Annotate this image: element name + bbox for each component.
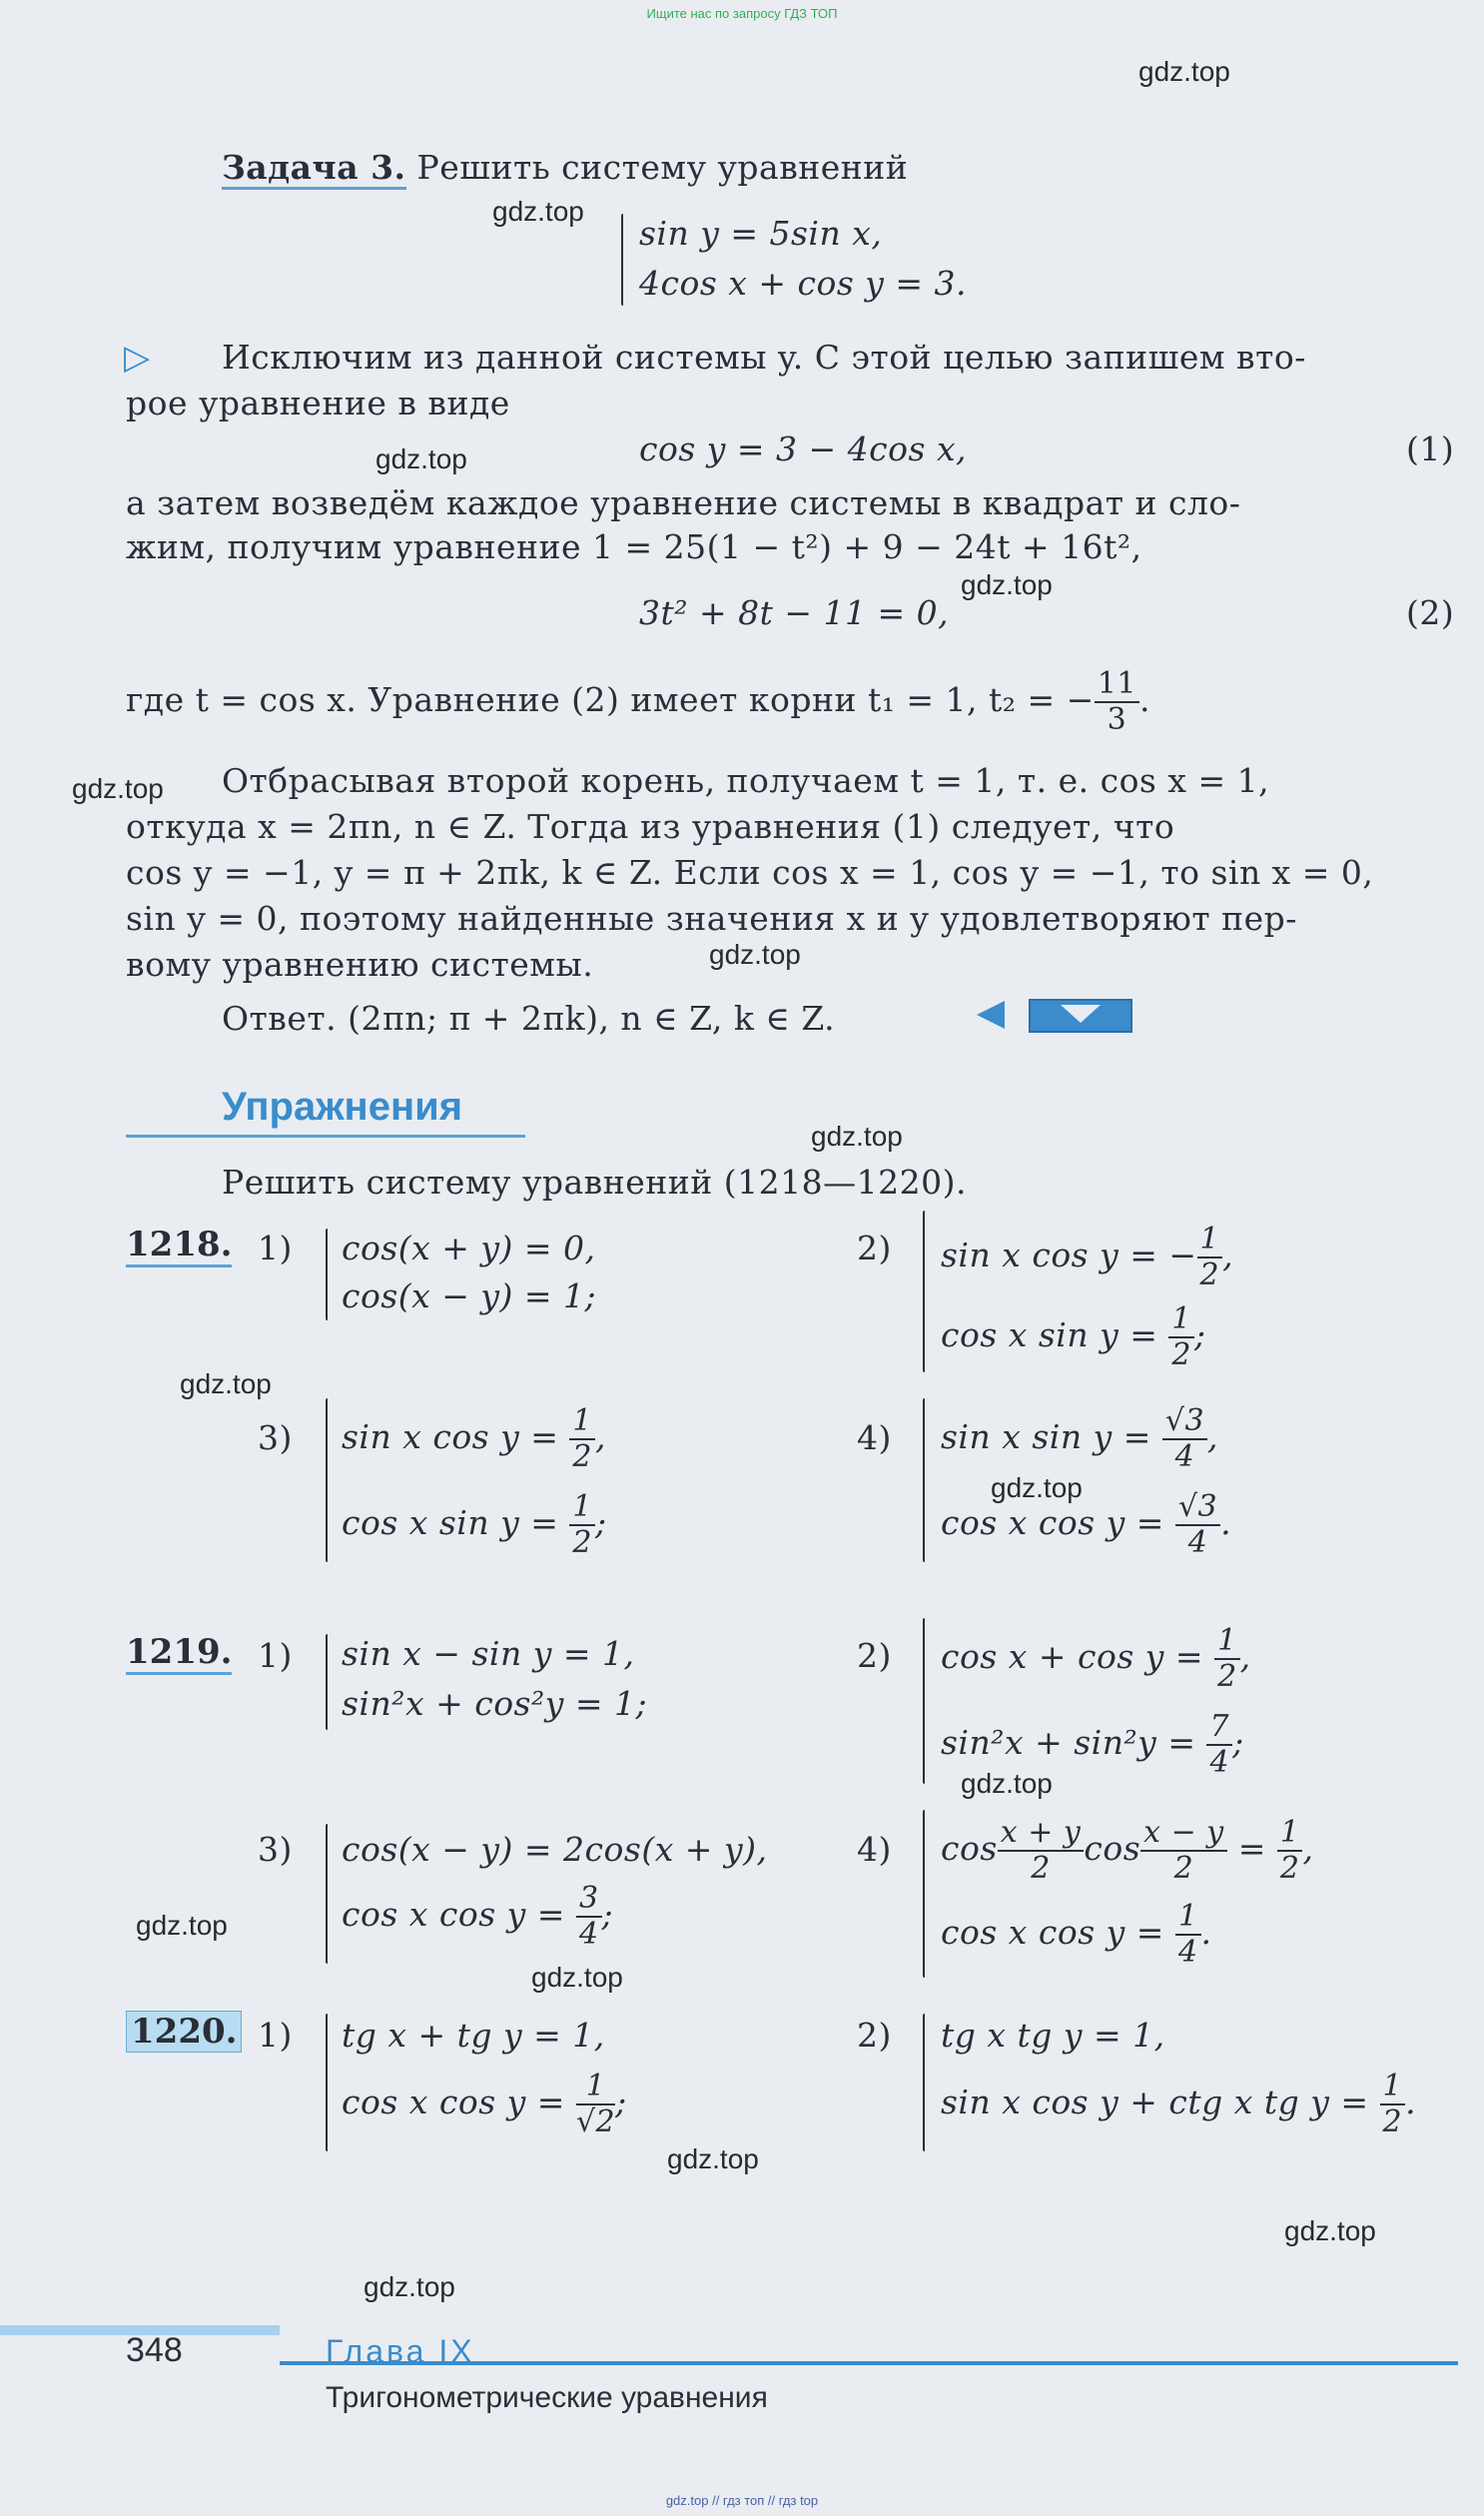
watermark: gdz.top [709,939,801,970]
numerator: x − y [1140,1816,1227,1852]
item-label: 1) [258,1636,293,1675]
system-eq: cos(x + y) = 0, [342,1229,596,1267]
section-underline [126,1135,525,1138]
chapter-title: Тригонометрические уравнения [326,2381,768,2414]
eq-text: cos x + cos y = [941,1637,1215,1676]
punct: . [1139,680,1150,719]
eq-text: cos x cos y = [941,1503,1175,1542]
eq-text: cos [941,1829,998,1868]
answer: Ответ. (2πn; π + 2πk), n ∈ Z, k ∈ Z. [222,999,836,1038]
fraction [1175,1490,1220,1560]
system-eq: cos(x − y) = 1; [342,1276,597,1315]
punct: ; [601,1895,614,1934]
eq-text: cos x cos y = [342,1895,576,1934]
denominator: 2 [1382,2104,1403,2139]
fraction [569,1490,595,1560]
fraction [1168,1302,1194,1372]
solution-line: Исключим из данной системы y. С этой целью запишем вто- [222,338,1306,377]
chapter-label: Глава IX [326,2333,475,2369]
watermark: gdz.top [531,1962,623,1993]
punct: , [1222,1236,1234,1274]
item-label: 2) [857,2016,892,2055]
eq-text: = [1226,1829,1277,1868]
chevron-down-icon [1029,999,1132,1033]
system-eq: cos(x − y) = 2cos(x + y), [342,1830,768,1869]
eq-text: sin x sin y = [941,1417,1162,1456]
task-statement: Решить систему уравнений [416,148,909,187]
system-eq: sin²x + cos²y = 1; [342,1684,648,1723]
denominator: 2 [572,1439,592,1474]
solution-line: а затем возведём каждое уравнение системы в квадрат и сло- [126,483,1241,522]
eq-text: sin x cos y = − [941,1236,1197,1274]
watermark: gdz.top [136,1910,228,1941]
system-eq [941,1710,1244,1780]
system-eq [342,1490,607,1560]
numerator: 11 [1095,667,1139,703]
eq-text: cos x sin y = [342,1503,570,1542]
system-eq [342,1882,613,1952]
numerator: √3 [1175,1490,1220,1526]
eq-text: cos [1084,1829,1141,1868]
eq-text: cos x sin y = [941,1315,1169,1354]
denominator: 4 [578,1917,599,1952]
solution-line [126,667,1150,737]
system-eq [342,1404,606,1474]
denominator: 4 [1209,1745,1230,1780]
solution-line: откуда x = 2πn, n ∈ Z. Тогда из уравнения (1) следует, что [126,807,1175,846]
fraction [569,1404,595,1474]
punct: . [1200,1913,1212,1952]
system-brace [326,2014,328,2151]
punct: , [594,1417,606,1456]
system-eq [941,1816,1313,1886]
item-label: 2) [857,1229,892,1267]
watermark: gdz.top [364,2271,455,2302]
page-number: 348 [126,2331,183,2369]
watermark: gdz.top [667,2143,759,2174]
fraction [576,1882,602,1952]
item-label: 3) [258,1830,293,1869]
fraction [1380,2070,1406,2139]
problem-1219: 1219. [126,1632,232,1675]
exercises-intro: Решить систему уравнений (1218—1220). [222,1163,967,1202]
system-brace [923,2014,925,2151]
denominator: 2 [1171,1337,1191,1372]
punct: . [1220,1503,1232,1542]
punct: , [1239,1637,1251,1676]
denominator: 2 [1279,1851,1300,1886]
system-eq: 4cos x + cos y = 3. [639,264,968,303]
system-eq [342,2070,627,2139]
system-brace [923,1810,925,1978]
system-eq: tg x tg y = 1, [941,2016,1165,2055]
numerator: 1 [1214,1624,1240,1660]
watermark: gdz.top [1138,56,1230,87]
system-brace [923,1211,925,1372]
punct: , [1302,1829,1314,1868]
numerator: x + y [998,1816,1085,1852]
system-eq [941,1223,1233,1292]
eq-text: sin²x + sin²y = [941,1723,1207,1762]
problem-number [126,2012,242,2052]
fraction [1277,1816,1303,1886]
numerator: 1 [1168,1302,1194,1338]
system-eq [941,1490,1231,1560]
numerator: √3 [1162,1404,1207,1440]
system-eq [941,1404,1218,1474]
item-label: 3) [258,1418,293,1457]
section-title: Упражнения [222,1085,463,1129]
punct: , [1207,1417,1219,1456]
problem-1218: 1218. [126,1225,232,1267]
punct: ; [1193,1315,1206,1354]
fraction [1140,1816,1227,1886]
equation: 3t² + 8t − 11 = 0, [639,593,950,632]
fraction [1214,1624,1240,1694]
denominator: 2 [572,1525,592,1560]
denominator: 3 [1107,702,1127,737]
solution-line: sin y = 0, поэтому найденные значения x и y удовлетворяют пер- [126,899,1297,938]
problem-number [126,1632,232,1672]
denominator: 4 [1187,1525,1208,1560]
fraction [576,2070,615,2139]
system-eq [941,1624,1251,1694]
system-eq [941,1302,1206,1372]
problem-1220: 1220. [126,2011,242,2053]
watermark: gdz.top [961,569,1053,600]
system-eq: sin y = 5sin x, [639,214,883,253]
fraction [998,1816,1085,1886]
punct: ; [594,1503,607,1542]
system-eq [941,1900,1212,1970]
system-brace [621,214,623,306]
denominator: 4 [1174,1439,1195,1474]
end-solution-icon [977,1001,1005,1029]
numerator: 1 [1175,1900,1201,1936]
eq-text: sin x cos y = [342,1417,570,1456]
solution-start-icon: ▷ [124,338,151,378]
watermark: gdz.top [811,1121,903,1152]
fraction [1095,667,1139,737]
watermark: gdz.top [375,443,467,474]
system-brace [326,1634,328,1730]
system-brace [326,1824,328,1964]
denominator: 2 [1031,1851,1051,1886]
fraction [1206,1710,1232,1780]
numerator: 1 [1277,1816,1303,1852]
fraction [1175,1900,1201,1970]
roots-text: где t = cos x. Уравнение (2) имеет корни t₁ = 1, t₂ = − [126,680,1095,719]
solution-line: рое уравнение в виде [126,384,510,422]
solution-line: cos y = −1, y = π + 2πk, k ∈ Z. Если cos x = 1, cos y = −1, то sin x = 0, [126,853,1374,892]
numerator: 3 [576,1882,602,1918]
denominator: 2 [1217,1659,1237,1694]
system-eq [941,2070,1416,2139]
bottom-banner[interactable]: gdz.top // гдз топ // гдз top [665,2493,819,2508]
item-label: 1) [258,2016,293,2055]
watermark: gdz.top [180,1368,272,1399]
equation-number: (2) [1406,593,1455,632]
solution-line: вому уравнению системы. [126,945,594,984]
watermark: gdz.top [991,1472,1083,1503]
equation: cos y = 3 − 4cos x, [639,429,968,468]
system-brace [326,1398,328,1562]
punct: . [1405,2083,1417,2121]
watermark: gdz.top [492,196,584,227]
system-brace [326,1229,328,1320]
denominator: 2 [1173,1851,1194,1886]
punct: ; [1232,1723,1244,1762]
task-heading [222,146,908,190]
fraction [1162,1404,1207,1474]
system-eq: tg x + tg y = 1, [342,2016,605,2055]
eq-text: sin x cos y + ctg x tg y = [941,2083,1380,2121]
denominator: √2 [575,2104,616,2139]
top-banner[interactable]: Ищите нас по запросу ГДЗ ТОП [646,6,838,21]
problem-number [126,1225,232,1264]
solution-line: жим, получим уравнение 1 = 25(1 − t²) + 9 − 24t + 16t², [126,527,1142,566]
task-number: Задача 3. [222,148,406,190]
numerator: 1 [576,2070,615,2105]
fraction [1197,1223,1223,1292]
item-label: 2) [857,1636,892,1675]
system-eq: sin x − sin y = 1, [342,1634,635,1673]
item-label: 4) [857,1418,892,1457]
watermark: gdz.top [961,1768,1053,1799]
item-label: 1) [258,1229,293,1267]
watermark: gdz.top [1284,2215,1376,2246]
denominator: 2 [1199,1258,1220,1292]
system-brace [923,1618,925,1784]
denominator: 4 [1177,1935,1198,1970]
system-brace [923,1398,925,1562]
watermark: gdz.top [72,773,164,804]
eq-text: cos x cos y = [941,1913,1175,1952]
solution-line: Отбрасывая второй корень, получаем t = 1, т. е. cos x = 1, [222,761,1270,800]
numerator: 1 [569,1404,595,1440]
punct: ; [615,2083,627,2121]
numerator: 1 [569,1490,595,1526]
equation-number: (1) [1406,429,1455,468]
numerator: 1 [1197,1223,1223,1258]
numerator: 1 [1380,2070,1406,2105]
eq-text: cos x cos y = [342,2083,576,2121]
numerator: 7 [1206,1710,1232,1746]
item-label: 4) [857,1830,892,1869]
